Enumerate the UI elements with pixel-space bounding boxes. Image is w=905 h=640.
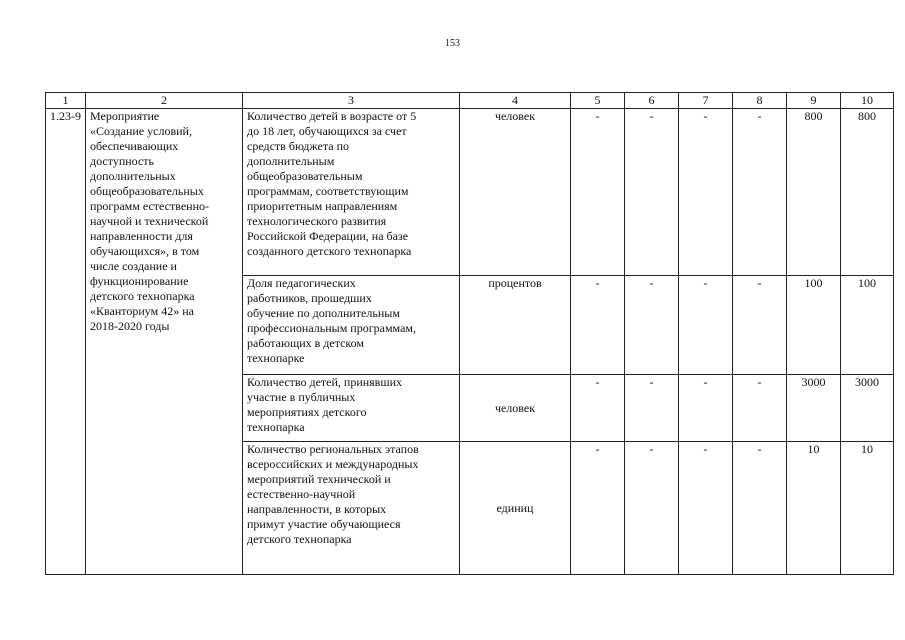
indicator-line: участие в публичных <box>247 390 356 404</box>
column-header-3: 3 <box>243 93 460 109</box>
indicator-line: Российской Федерации, на базе <box>247 229 409 243</box>
column-header-4: 4 <box>460 93 571 109</box>
value-col10: 10 <box>841 442 894 575</box>
column-header-7: 7 <box>679 93 733 109</box>
column-header-1: 1 <box>46 93 86 109</box>
event-line: обеспечивающих <box>90 139 179 153</box>
event-description <box>86 109 243 575</box>
value-col6: - <box>625 276 679 375</box>
indicator-line: технопарке <box>247 351 305 365</box>
indicator-line: до 18 лет, обучающихся за счет <box>247 124 407 138</box>
value-col8: - <box>733 442 787 575</box>
indicator-line: Количество детей в возрасте от 5 <box>247 109 417 123</box>
indicator-line: Количество региональных этапов <box>247 442 419 456</box>
value-col8: - <box>733 109 787 276</box>
value-col5: - <box>571 109 625 276</box>
indicator-line: работников, прошедших <box>247 291 372 305</box>
unit-cell: человек <box>460 109 571 276</box>
column-header-9: 9 <box>787 93 841 109</box>
event-line: научной и технической <box>90 214 209 228</box>
value-col7: - <box>679 375 733 442</box>
event-line: «Кванториум 42» на <box>90 304 194 318</box>
indicator-line: направленности, в которых <box>247 502 387 516</box>
indicator-line: созданного детского технопарка <box>247 244 412 258</box>
indicator-line: естественно-научной <box>247 487 356 501</box>
indicator-line: дополнительным <box>247 154 335 168</box>
event-line: дополнительных <box>90 169 176 183</box>
unit-cell: человек <box>460 375 571 442</box>
event-line: функционирование <box>90 274 189 288</box>
value-col5: - <box>571 442 625 575</box>
event-line: детского технопарка <box>90 289 195 303</box>
value-col8: - <box>733 375 787 442</box>
indicator-line: технологического развития <box>247 214 387 228</box>
value-col9: 10 <box>787 442 841 575</box>
value-col7: - <box>679 442 733 575</box>
value-col9: 800 <box>787 109 841 276</box>
indicator-text <box>243 442 460 575</box>
event-code: 1.23-9 <box>46 109 86 575</box>
column-header-10: 10 <box>841 93 894 109</box>
value-col6: - <box>625 109 679 276</box>
value-col9: 100 <box>787 276 841 375</box>
event-line: направленности для <box>90 229 193 243</box>
value-col7: - <box>679 276 733 375</box>
indicator-line: примут участие обучающиеся <box>247 517 401 531</box>
indicator-line: всероссийских и международных <box>247 457 419 471</box>
value-col6: - <box>625 375 679 442</box>
table-row <box>46 109 894 276</box>
value-col9: 3000 <box>787 375 841 442</box>
indicator-line: программам, соответствующим <box>247 184 409 198</box>
value-col10: 800 <box>841 109 894 276</box>
indicator-text <box>243 375 460 442</box>
indicator-line: мероприятий технической и <box>247 472 391 486</box>
indicator-line: детского технопарка <box>247 532 352 546</box>
event-line: «Создание условий, <box>90 124 192 138</box>
event-line: общеобразовательных <box>90 184 204 198</box>
indicator-line: профессиональным программам, <box>247 321 416 335</box>
indicator-line: средств бюджета по <box>247 139 349 153</box>
indicator-text <box>243 276 460 375</box>
indicator-line: Доля педагогических <box>247 276 356 290</box>
column-header-5: 5 <box>571 93 625 109</box>
indicator-text <box>243 109 460 276</box>
unit-cell: единиц <box>460 442 571 575</box>
value-col5: - <box>571 375 625 442</box>
column-number-row <box>46 93 894 109</box>
value-col6: - <box>625 442 679 575</box>
indicator-line: общеобразовательным <box>247 169 363 183</box>
column-header-6: 6 <box>625 93 679 109</box>
event-line: обучающихся», в том <box>90 244 200 258</box>
indicator-line: Количество детей, принявших <box>247 375 403 389</box>
indicator-line: обучение по дополнительным <box>247 306 400 320</box>
event-line: числе создание и <box>90 259 177 273</box>
indicator-line: приоритетным направлениям <box>247 199 398 213</box>
event-line: 2018-2020 годы <box>90 319 170 333</box>
indicator-line: работающих в детском <box>247 336 365 350</box>
value-col10: 100 <box>841 276 894 375</box>
value-col8: - <box>733 276 787 375</box>
event-line: Мероприятие <box>90 109 160 123</box>
program-indicators-table <box>45 92 894 575</box>
event-line: программ естественно- <box>90 199 210 213</box>
indicator-line: технопарка <box>247 420 305 434</box>
value-col10: 3000 <box>841 375 894 442</box>
unit-cell: процентов <box>460 276 571 375</box>
value-col5: - <box>571 276 625 375</box>
indicator-line: мероприятиях детского <box>247 405 367 419</box>
event-line: доступность <box>90 154 155 168</box>
page-number: 153 <box>445 38 460 49</box>
column-header-2: 2 <box>86 93 243 109</box>
column-header-8: 8 <box>733 93 787 109</box>
value-col7: - <box>679 109 733 276</box>
